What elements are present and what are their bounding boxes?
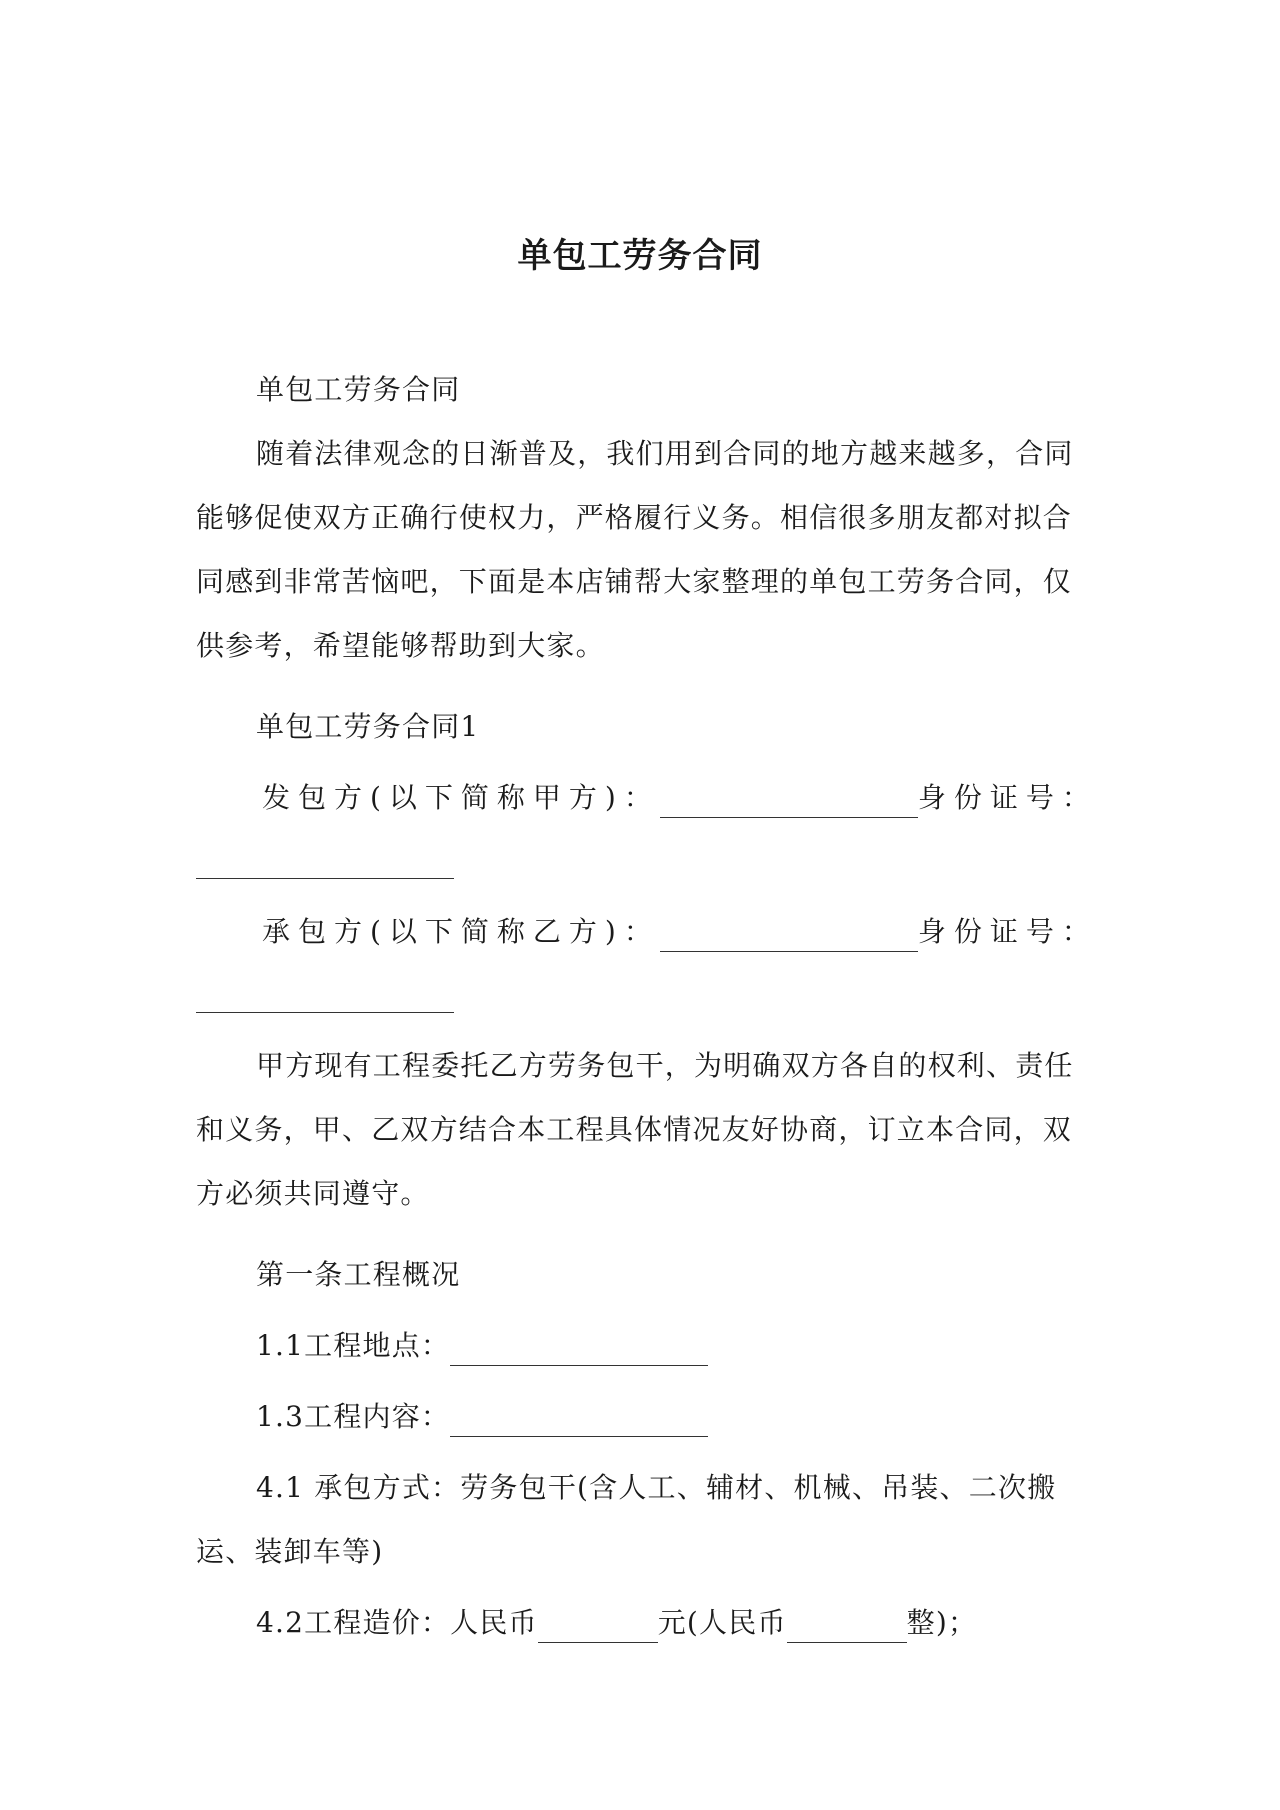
contract-heading: 单包工劳务合同1 [256,710,480,743]
item-1-1-label: 1.1工程地点： [256,1329,451,1362]
item-4-2-prefix: 4.2工程造价：人民币 [256,1606,538,1639]
party-a-id-label: 身份证号： [917,781,1098,814]
article1-heading: 第一条工程概况 [256,1258,461,1291]
party-b-label: 承包方(以下简称乙方)： [262,915,660,948]
intro-line-1: 随着法律观念的日渐普及，我们用到合同的地方越来越多，合同 [256,437,1074,470]
item-4-2 [256,1603,1096,1643]
item-1-3 [256,1397,1096,1437]
project-content-blank[interactable] [450,1406,708,1437]
intro-line-3: 同感到非常苦恼吧，下面是本店铺帮大家整理的单包工劳务合同，仅 [196,565,1073,598]
party-b-row [262,912,1096,952]
item-1-1 [256,1326,1096,1366]
intro-line-4: 供参考，希望能够帮助到大家。 [196,629,605,662]
item-4-2-mid: 元(人民币 [657,1606,787,1639]
price-amount-blank[interactable] [538,1612,658,1643]
party-a-name-blank[interactable] [660,787,918,818]
purpose-line-2: 和义务，甲、乙双方结合本工程具体情况友好协商，订立本合同，双 [196,1113,1073,1146]
party-a-row [262,778,1096,818]
party-a-id-blank[interactable] [196,878,454,879]
document-title: 单包工劳务合同 [517,236,763,276]
project-location-blank[interactable] [450,1335,708,1366]
item-4-1-line-2: 运、装卸车等) [196,1535,384,1568]
purpose-line-3: 方必须共同遵守。 [196,1177,430,1210]
party-b-id-label: 身份证号： [917,915,1098,948]
purpose-line-1: 甲方现有工程委托乙方劳务包干，为明确双方各自的权利、责任 [256,1049,1074,1082]
intro-line-2: 能够促使双方正确行使权力，严格履行义务。相信很多朋友都对拟合 [196,501,1073,534]
item-4-2-suffix: 整)； [906,1606,978,1639]
subtitle: 单包工劳务合同 [256,373,461,406]
price-words-blank[interactable] [787,1612,907,1643]
item-1-3-label: 1.3工程内容： [256,1400,451,1433]
party-a-label: 发包方(以下简称甲方)： [262,781,660,814]
party-b-name-blank[interactable] [660,921,918,952]
party-b-id-blank[interactable] [196,1012,454,1013]
item-4-1-line-1: 4.1 承包方式：劳务包干(含人工、辅材、机械、吊装、二次搬 [256,1471,1057,1504]
